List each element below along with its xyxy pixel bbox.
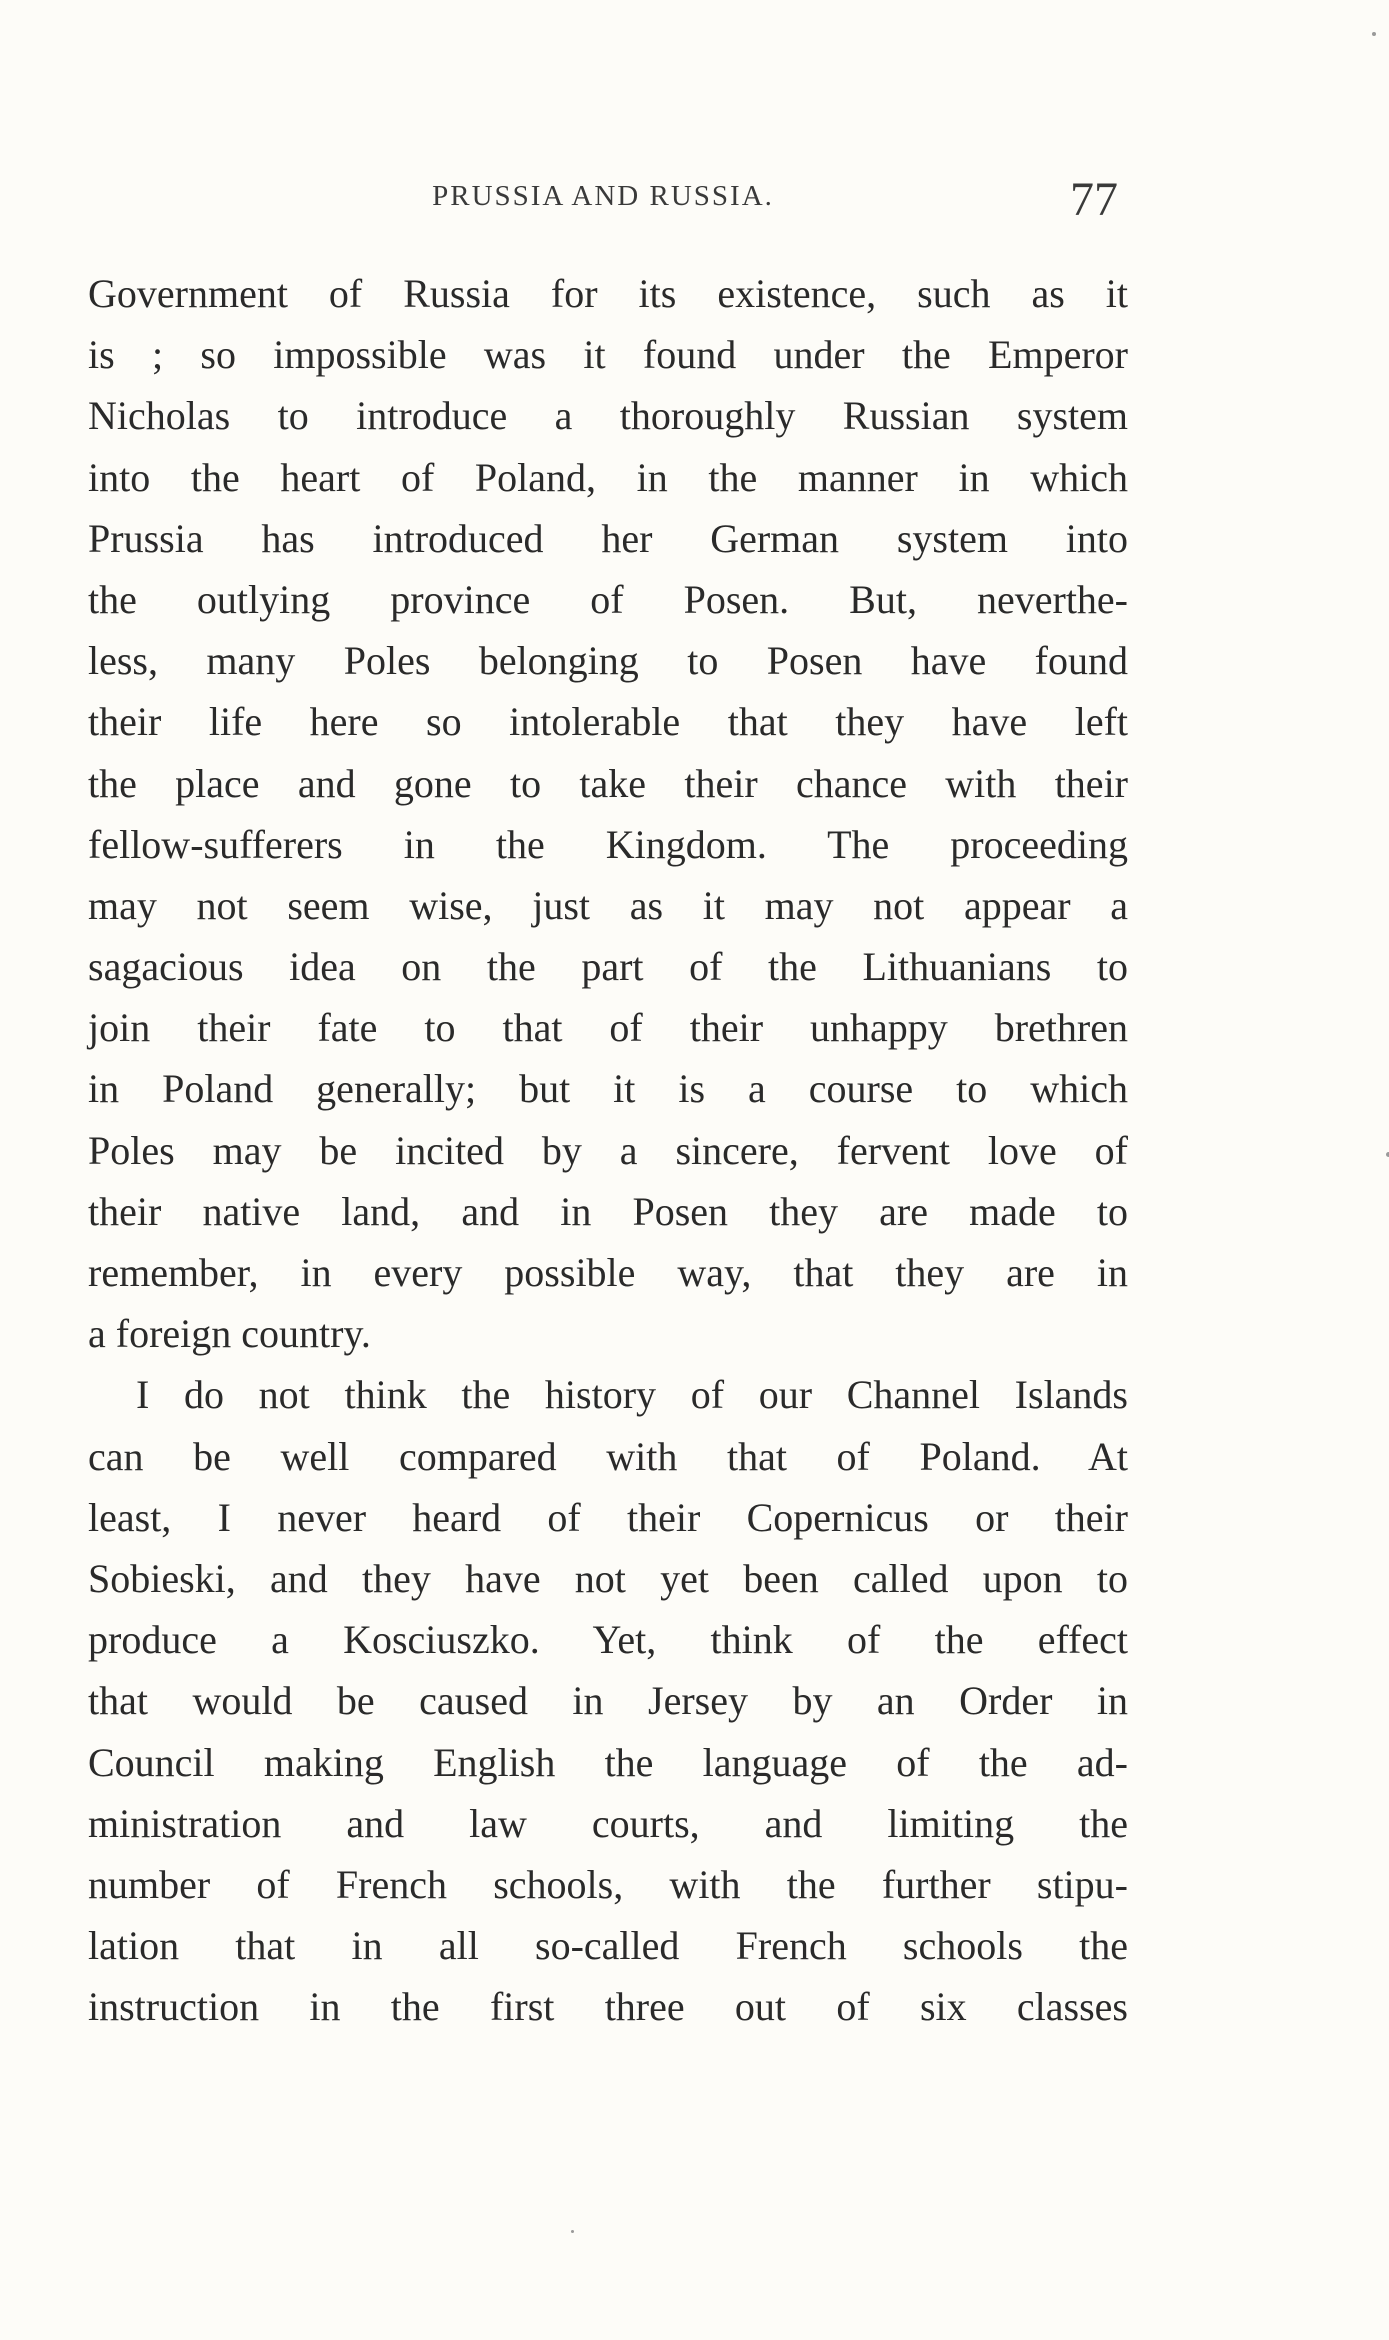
text-line: their native land, and in Posen they are made to xyxy=(88,1188,1128,1234)
text-line: number of French schools, with the further stipu- xyxy=(88,1861,1128,1907)
running-title: PRUSSIA AND RUSSIA. xyxy=(432,180,774,212)
paper-speck xyxy=(571,2230,574,2233)
text-line: that would be caused in Jersey by an Order in xyxy=(88,1678,1128,1724)
text-line: Nicholas to introduce a thoroughly Russian system xyxy=(88,393,1128,439)
text-line: Sobieski, and they have not yet been called upon to xyxy=(88,1555,1128,1601)
text-line: join their fate to that of their unhappy brethren xyxy=(88,1005,1128,1051)
text-line: instruction in the first three out of six classes xyxy=(88,1984,1128,2030)
text-line: may not seem wise, just as it may not appear a xyxy=(88,882,1128,928)
paper-speck xyxy=(1372,32,1376,36)
text-line: I do not think the history of our Channel Islands xyxy=(136,1372,1128,1418)
text-line: can be well compared with that of Poland. At xyxy=(88,1433,1128,1479)
text-line: less, many Poles belonging to Posen have found xyxy=(88,638,1128,684)
text-line: lation that in all so-called French schools the xyxy=(88,1923,1128,1969)
page-number: 77 xyxy=(1070,173,1118,226)
body-text xyxy=(88,263,1128,2037)
text-line: Government of Russia for its existence, such as it xyxy=(88,271,1128,316)
text-line: the outlying province of Posen. But, neverthe- xyxy=(88,576,1128,622)
text-line: in Poland generally; but it is a course to which xyxy=(88,1066,1128,1112)
text-line: is ; so impossible was it found under the Emperor xyxy=(88,332,1128,378)
text-line: into the heart of Poland, in the manner in which xyxy=(88,454,1128,500)
text-line: their life here so intolerable that they have left xyxy=(88,699,1128,745)
text-line: a foreign country. xyxy=(88,1311,371,1357)
text-line: produce a Kosciuszko. Yet, think of the effect xyxy=(88,1617,1128,1663)
text-line: the place and gone to take their chance with their xyxy=(88,760,1128,806)
text-line: Prussia has introduced her German system into xyxy=(88,515,1128,561)
text-line: ministration and law courts, and limiting the xyxy=(88,1800,1128,1846)
text-line: sagacious idea on the part of the Lithuanians to xyxy=(88,944,1128,990)
text-line: remember, in every possible way, that they are in xyxy=(88,1250,1128,1295)
running-head xyxy=(88,172,1118,232)
text-line: Poles may be incited by a sincere, fervent love of xyxy=(88,1127,1128,1173)
text-line: fellow-sufferers in the Kingdom. The proceeding xyxy=(88,821,1128,867)
text-line: least, I never heard of their Copernicus or their xyxy=(88,1494,1128,1540)
text-line: Council making English the language of the ad- xyxy=(88,1739,1128,1785)
